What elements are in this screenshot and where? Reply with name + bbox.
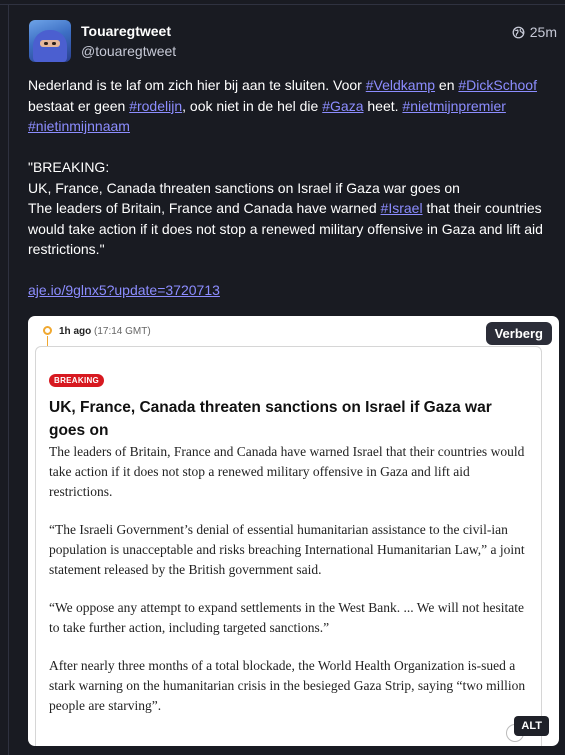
- globe-icon: [512, 26, 525, 39]
- avatar-eyes: [40, 40, 60, 47]
- article-paragraph: “The Israeli Government’s denial of essential humanitarian assistance to the civil-ian population is unacceptable and risks breaching International Humanitarian Law,” a joint statement released by the British government said.: [49, 522, 525, 577]
- hashtag-gaza[interactable]: #Gaza: [322, 97, 364, 114]
- article-paragraph: The leaders of Britain, France and Canada have warned Israel that their countries would take action if it does not stop a renewed military offensive in Gaza and lift aid restrictions.: [49, 444, 525, 499]
- article-card: [35, 346, 542, 746]
- post-text-segment: Nederland is te laf om zich hier bij aan te sluiten. Voor: [28, 77, 366, 93]
- top-border: [0, 4, 565, 5]
- post-paragraph-1: [28, 75, 550, 137]
- post-meta: [512, 24, 557, 40]
- post-text-segment: bestaat er geen: [28, 97, 130, 114]
- post-text-segment: heet.: [363, 97, 403, 114]
- quote-headline: UK, France, Canada threaten sanctions on Israel if Gaza war goes on: [28, 179, 460, 196]
- post-text-segment: en: [435, 77, 459, 93]
- alt-text-button[interactable]: ALT: [514, 716, 549, 736]
- live-dot-icon: [43, 326, 52, 335]
- post-text-segment: that their countries would take action if it does not stop a renewed military offensive in Gaza and lift aid restrictions.": [28, 200, 543, 257]
- post-quote: [28, 157, 550, 260]
- hashtag-rodelijn[interactable]: #rodelijn: [129, 97, 183, 114]
- thread-line: [8, 5, 9, 755]
- display-name[interactable]: Touaregtweet: [81, 23, 171, 39]
- article-paragraph: “We oppose any attempt to expand settlements in the West Bank. ... We will not hesitate to take further action, including targeted sanctions.”: [49, 600, 525, 635]
- post-link[interactable]: aje.io/9glnx5?update=3720713: [28, 282, 220, 298]
- hashtag-dickschoof[interactable]: #DickSchoof: [458, 77, 537, 93]
- post-text-segment: , ook niet in de hel die: [182, 97, 323, 114]
- media-attachment[interactable]: [28, 316, 559, 746]
- hashtag-israel[interactable]: #Israel: [380, 200, 423, 216]
- article-body: [49, 442, 531, 734]
- hashtag-nietmijnpremier[interactable]: #nietmijnpremier: [402, 97, 506, 114]
- breaking-badge: BREAKING: [49, 374, 104, 387]
- hashtag-veldkamp[interactable]: #Veldkamp: [365, 77, 436, 93]
- article-headline: UK, France, Canada threaten sanctions on Israel if Gaza war goes on: [49, 399, 492, 439]
- article-time-ago: 1h ago: [59, 326, 92, 337]
- post-timestamp[interactable]: 25m: [529, 24, 557, 40]
- article-paragraph: After nearly three months of a total blockade, the World Health Organization is-sued a stark warning on the humanitarian crisis in the besieged Gaza Strip, saying “two million people are starving”.: [49, 658, 526, 713]
- post-content: [28, 75, 550, 301]
- hashtag-nietinmijnnaam[interactable]: #nietinmijnnaam: [28, 118, 130, 134]
- post-text-segment: The leaders of Britain, France and Canada have warned: [28, 200, 381, 216]
- article-time: [59, 326, 151, 337]
- quote-breaking: "BREAKING:: [28, 159, 110, 175]
- hide-media-button[interactable]: Verberg: [486, 322, 552, 345]
- article-time-gmt: (17:14 GMT): [94, 326, 151, 337]
- avatar[interactable]: [29, 20, 71, 62]
- handle[interactable]: @touaregtweet: [81, 43, 177, 59]
